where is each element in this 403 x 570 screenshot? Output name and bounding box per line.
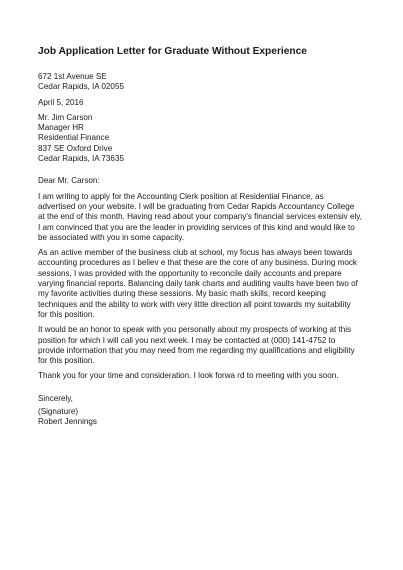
salutation-text: Dear Mr. Carson: [38,176,100,186]
paragraph-2 [38,248,368,320]
sender-address [38,72,368,93]
closing-line: Sincerely, [38,393,73,403]
recipient-line: Cedar Rapids, IA 73635 [38,154,124,164]
recipient-line: Mr. Jim Carson [38,112,93,122]
letter-page [38,46,368,433]
paragraph-1 [38,192,368,243]
salutation [38,176,368,186]
sender-address-line: 672 1st Avenue SE [38,72,107,81]
letter-date [38,98,368,108]
paragraph-line: at the end of this month. Having read about your company's financial services extensiv ely, [38,212,362,222]
recipient-line: 837 SE Oxford Drive [38,143,113,153]
paragraph-line: my favorite activities during these sessions. My basic math skills, record keeping [38,289,326,299]
paragraph-line: As an active member of the business club at school, my focus has always been towards [38,248,353,258]
paragraph-line: be associated with you in some capacity. [38,232,185,242]
closing-block [38,394,368,428]
paragraph-line: for this position. [38,356,95,366]
paragraph-line: provide information that you may need from me regarding my qualifications and eligibility [38,345,355,355]
date-text: April 5, 2016 [38,97,84,107]
paragraph-line: Thank you for your time and consideration. I look forwa rd to meeting with you soon. [38,371,339,381]
paragraph-line: It would be an honor to speak with you personally about my prospects of working at this [38,325,352,335]
recipient-line: Manager HR [38,123,84,133]
paragraph-line: I am writing to apply for the Accounting Clerk position at Residential Finance, as [38,191,324,201]
recipient-line: Residential Finance [38,133,110,143]
paragraph-line: for this position. [38,309,95,319]
paragraph-line: accounting procedures as I believ e that these are the core of any business. During mock [38,258,357,268]
paragraph-line: varying financial reports. Balancing daily tank charts and auditing vaults have been two of [38,279,358,289]
paragraph-4 [38,371,368,381]
paragraph-3 [38,325,368,366]
paragraph-line: advertised on your website. I will be graduating from Cedar Rapids Accountancy College [38,201,355,211]
paragraph-line: sessions, I was provided with the opportunity to reconcile daily accounts and prepare [38,268,342,278]
recipient-address [38,113,368,164]
sender-address-line: Cedar Rapids, IA 02055 [38,82,124,92]
paragraph-line: I am convinced that you are the leader in providing services of this kind and would like to [38,222,355,232]
signer-name: Robert Jennings [38,417,97,427]
paragraph-line: position for which I will call you next week. I may be contacted at (000) 141-4752 to [38,335,336,345]
signature-placeholder: (Signature) [38,407,79,417]
paragraph-line: techniques and the ability to work with very little direction all point towards my suitability [38,299,351,309]
letter-title: Job Application Letter for Graduate Without Experience [38,46,307,57]
